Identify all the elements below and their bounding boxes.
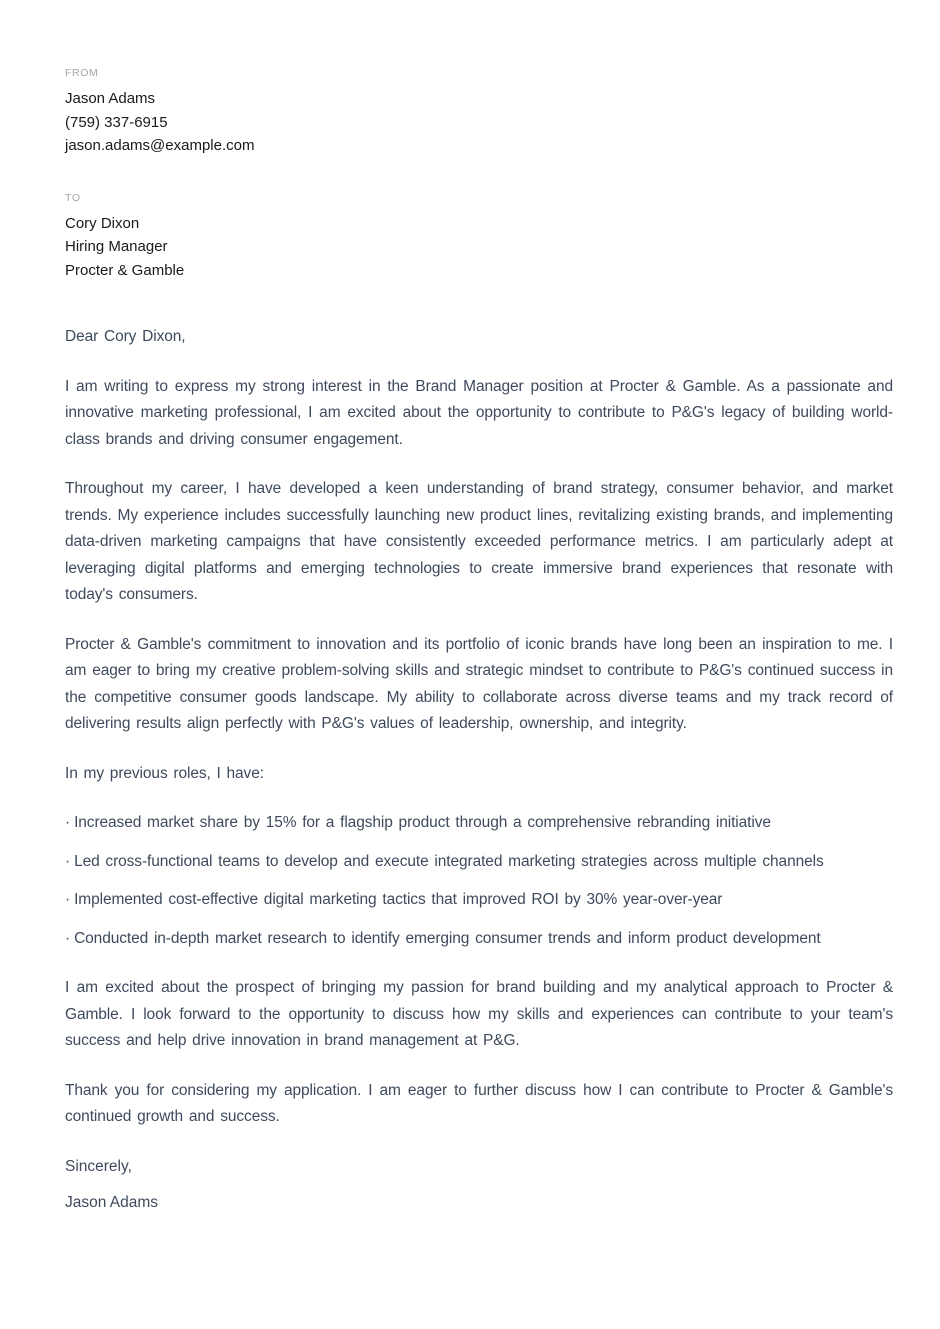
letter-body bbox=[65, 324, 893, 1217]
signoff: Sincerely, bbox=[65, 1157, 132, 1175]
bullet-text: Implemented cost-effective digital marketing tactics that improved ROI by 30% year-over-year bbox=[74, 891, 723, 908]
bullet-dot-icon: · bbox=[65, 814, 71, 831]
body-paragraph: I am writing to express my strong interest in the Brand Manager position at Procter & Gamble. As a passionate and innovative marketing professional, I am excited about the opportunity to contribute to P&G's legacy of building world-class brands and driving consumer engagement. bbox=[65, 377, 893, 448]
bullet-dot-icon: · bbox=[65, 929, 71, 947]
bullet-dot-icon: · bbox=[65, 891, 71, 908]
signature-name: Jason Adams bbox=[65, 1194, 159, 1211]
to-label: TO bbox=[65, 191, 81, 204]
salutation: Dear Cory Dixon, bbox=[65, 328, 186, 345]
bullet-text: Conducted in-depth market research to identify emerging consumer trends and inform product development bbox=[74, 929, 821, 947]
bullet-item bbox=[65, 810, 893, 837]
bullet-item bbox=[65, 849, 893, 876]
bullet-text: Increased market share by 15% for a flagship product through a comprehensive rebranding initiative bbox=[74, 814, 771, 831]
from-section bbox=[65, 67, 893, 158]
to-section bbox=[65, 192, 893, 283]
closing-paragraph: I am excited about the prospect of bringing my passion for brand building and my analytical approach to Procter & Gamble. I look forward to the opportunity to discuss how my skills and experiences can contribute to your team's success and help drive innovation in brand management at P&G. bbox=[65, 979, 893, 1049]
recipient-name: Cory Dixon bbox=[65, 214, 140, 232]
sender-email: jason.adams@example.com bbox=[65, 137, 255, 154]
sender-phone: (759) 337-6915 bbox=[65, 113, 168, 131]
body-paragraph: Procter & Gamble's commitment to innovation and its portfolio of iconic brands have long been an inspiration to me. I am eager to bring my creative problem-solving skills and strategic mindset to contribute to P&G's continued success in the competitive consumer goods landscape. My ability to collaborate across diverse teams and my track record of delivering results align perfectly with P&G's values of leadership, ownership, and integrity. bbox=[65, 635, 893, 732]
recipient-title: Hiring Manager bbox=[65, 238, 168, 255]
sender-name: Jason Adams bbox=[65, 90, 156, 107]
bullet-text: Led cross-functional teams to develop and execute integrated marketing strategies across multiple channels bbox=[74, 852, 824, 870]
recipient-company: Procter & Gamble bbox=[65, 261, 185, 279]
bullet-item bbox=[65, 887, 893, 914]
list-intro: In my previous roles, I have: bbox=[65, 764, 264, 782]
bullet-item bbox=[65, 926, 893, 953]
from-label: FROM bbox=[65, 67, 99, 79]
closing-paragraph: Thank you for considering my application. I am eager to further discuss how I can contribute to Procter & Gamble's continued growth and success. bbox=[65, 1081, 893, 1125]
bullet-dot-icon: · bbox=[65, 852, 71, 870]
body-paragraph: Throughout my career, I have developed a keen understanding of brand strategy, consumer behavior, and market trends. My experience includes successfully launching new product lines, revitalizing existing brands, and implementing data-driven marketing campaigns that have consistently exceeded performance metrics. I am particularly adept at leveraging digital platforms and emerging technologies to create immersive brand experiences that resonate with today's consumers. bbox=[65, 480, 893, 603]
